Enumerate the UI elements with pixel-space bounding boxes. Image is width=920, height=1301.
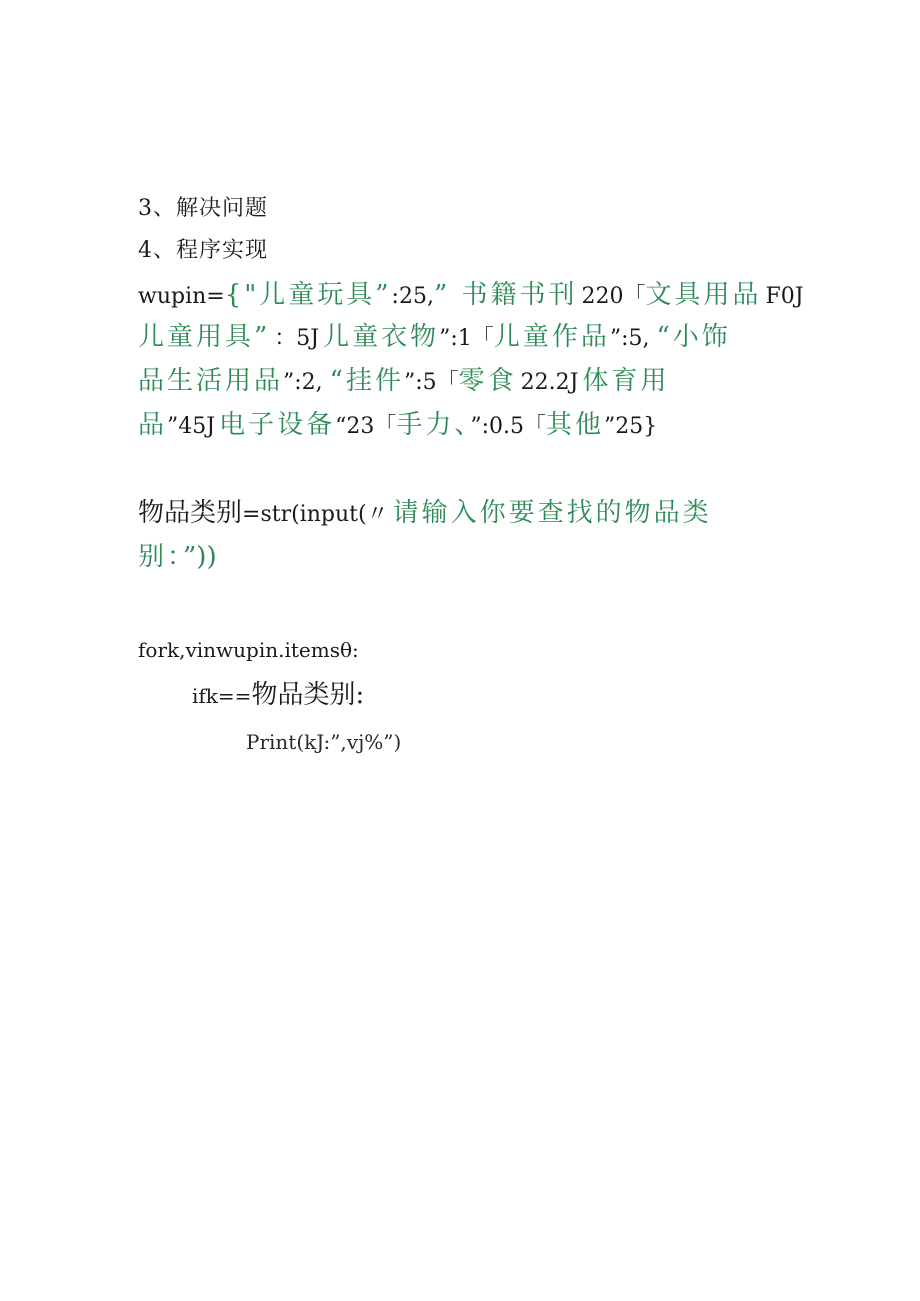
- code-token: 儿童用具”: [138, 322, 271, 352]
- code-token: 零食: [458, 366, 517, 396]
- code-token: :25,: [391, 284, 434, 309]
- code-line-4: [138, 412, 657, 438]
- code-token: 物品类别: [138, 498, 243, 528]
- code-token: ”25}: [604, 414, 658, 439]
- code-token: 请输入你要查找的物品类: [392, 498, 712, 528]
- code-line-1: [138, 282, 804, 308]
- code-token: 220「: [581, 284, 646, 309]
- code-token: 22.2J: [520, 370, 579, 395]
- code-line-8: [192, 682, 364, 708]
- code-token: 体育用: [582, 366, 670, 396]
- code-token: =str(input(〃: [242, 502, 389, 527]
- code-token: {"儿童玩具”: [224, 280, 392, 310]
- code-token: ” 书籍书刊: [433, 280, 578, 310]
- code-token: ”45J: [167, 414, 216, 439]
- code-line-5: [138, 500, 712, 526]
- code-token: “挂件: [329, 366, 404, 396]
- section-heading-4: 4、程序实现: [138, 238, 268, 263]
- code-line-7: fork,vinwupin.itemsθ:: [138, 638, 359, 662]
- code-line-9: Print(kJ:”,vj%”): [246, 730, 402, 754]
- code-token: F0J: [765, 284, 804, 309]
- code-token: ”:2,: [283, 370, 330, 395]
- code-token: 儿童衣物: [323, 322, 440, 352]
- code-token: 别：: [138, 542, 184, 572]
- code-token: 文具用品: [645, 280, 762, 310]
- code-token: “小饰: [656, 322, 731, 352]
- code-token: 品生活用品: [138, 366, 284, 396]
- code-token: “23「: [335, 414, 397, 439]
- code-token: ifk==: [192, 684, 252, 708]
- code-line-6: [138, 544, 217, 570]
- code-line-3: [138, 368, 669, 394]
- code-line-2: [138, 324, 731, 350]
- code-token: 电子设备: [219, 410, 336, 440]
- code-token: ”:5「: [403, 370, 459, 395]
- code-token: wupin=: [138, 284, 225, 309]
- code-token: ”:1「: [439, 326, 494, 351]
- code-token: ”:5,: [609, 326, 657, 351]
- code-token: 手力、: [396, 410, 471, 440]
- section-heading-3: 3、解决问题: [138, 196, 268, 221]
- code-token: ”)): [183, 542, 217, 572]
- code-token: ：5J: [274, 326, 320, 351]
- code-token: 儿童作品: [493, 322, 610, 352]
- code-token: 物品类别:: [251, 680, 365, 710]
- code-token: 其他: [546, 410, 605, 440]
- code-token: ”:0.5「: [470, 414, 547, 439]
- code-token: 品: [138, 410, 168, 440]
